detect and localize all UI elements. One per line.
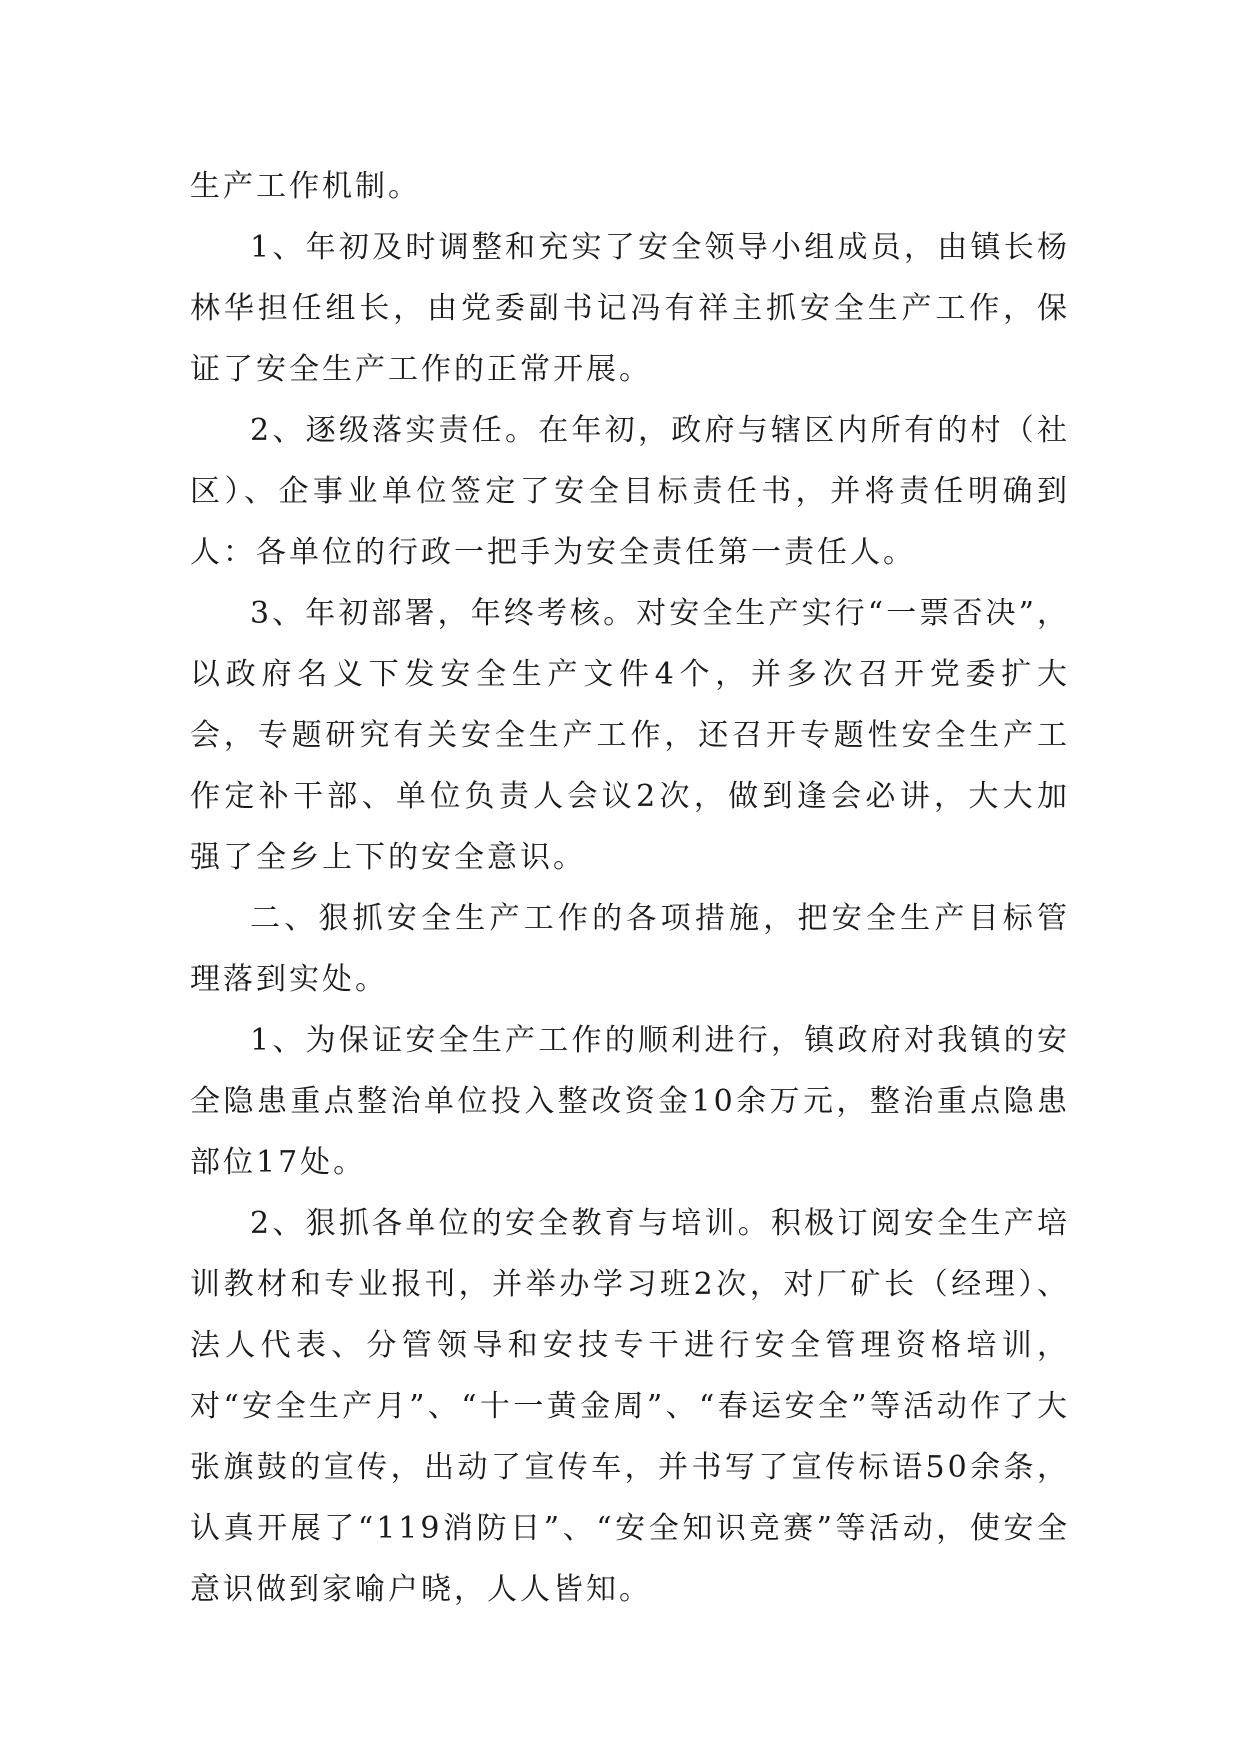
paragraph-item-1: 1、年初及时调整和充实了安全领导小组成员，由镇长杨林华担任组长，由党委副书记冯有祥主抓安全生产工作，保证了安全生产工作的正常开展。 <box>190 230 1070 387</box>
paragraph-section2-item-2: 2、狠抓各单位的安全教育与培训。积极订阅安全生产培训教材和专业报刊，并举办学习班2次，对厂矿长（经理）、法人代表、分管领导和安技专干进行安全管理资格培训，对“安全生产月”、“十一黄金周”、“春运安全”等活动作了大张旗鼓的宣传，出动了宣传车，并书写了宣传标语50余条，认真开展了“119消防日”、“安全知识竞赛”等活动，使安全意识做到家喻户晓，人人皆知。 <box>190 1206 1070 1607</box>
paragraph-item-2: 2、逐级落实责任。在年初，政府与辖区内所有的村（社区）、企事业单位签定了安全目标责任书，并将责任明确到人：各单位的行政一把手为安全责任第一责任人。 <box>190 413 1070 570</box>
document-body <box>190 156 1070 1620</box>
paragraph-section2-item-1: 1、为保证安全生产工作的顺利进行，镇政府对我镇的安全隐患重点整治单位投入整改资金10余万元，整治重点隐患部位17处。 <box>190 1023 1070 1180</box>
section-heading-two: 二、狠抓安全生产工作的各项措施，把安全生产目标管理落到实处。 <box>190 901 1070 997</box>
paragraph-item-3: 3、年初部署，年终考核。对安全生产实行“一票否决”，以政府名义下发安全生产文件4个，并多次召开党委扩大会，专题研究有关安全生产工作，还召开专题性安全生产工作定补干部、单位负责人会议2次，做到逢会必讲，大大加强了全乡上下的安全意识。 <box>190 596 1070 875</box>
paragraph-continuation: 生产工作机制。 <box>190 169 421 204</box>
